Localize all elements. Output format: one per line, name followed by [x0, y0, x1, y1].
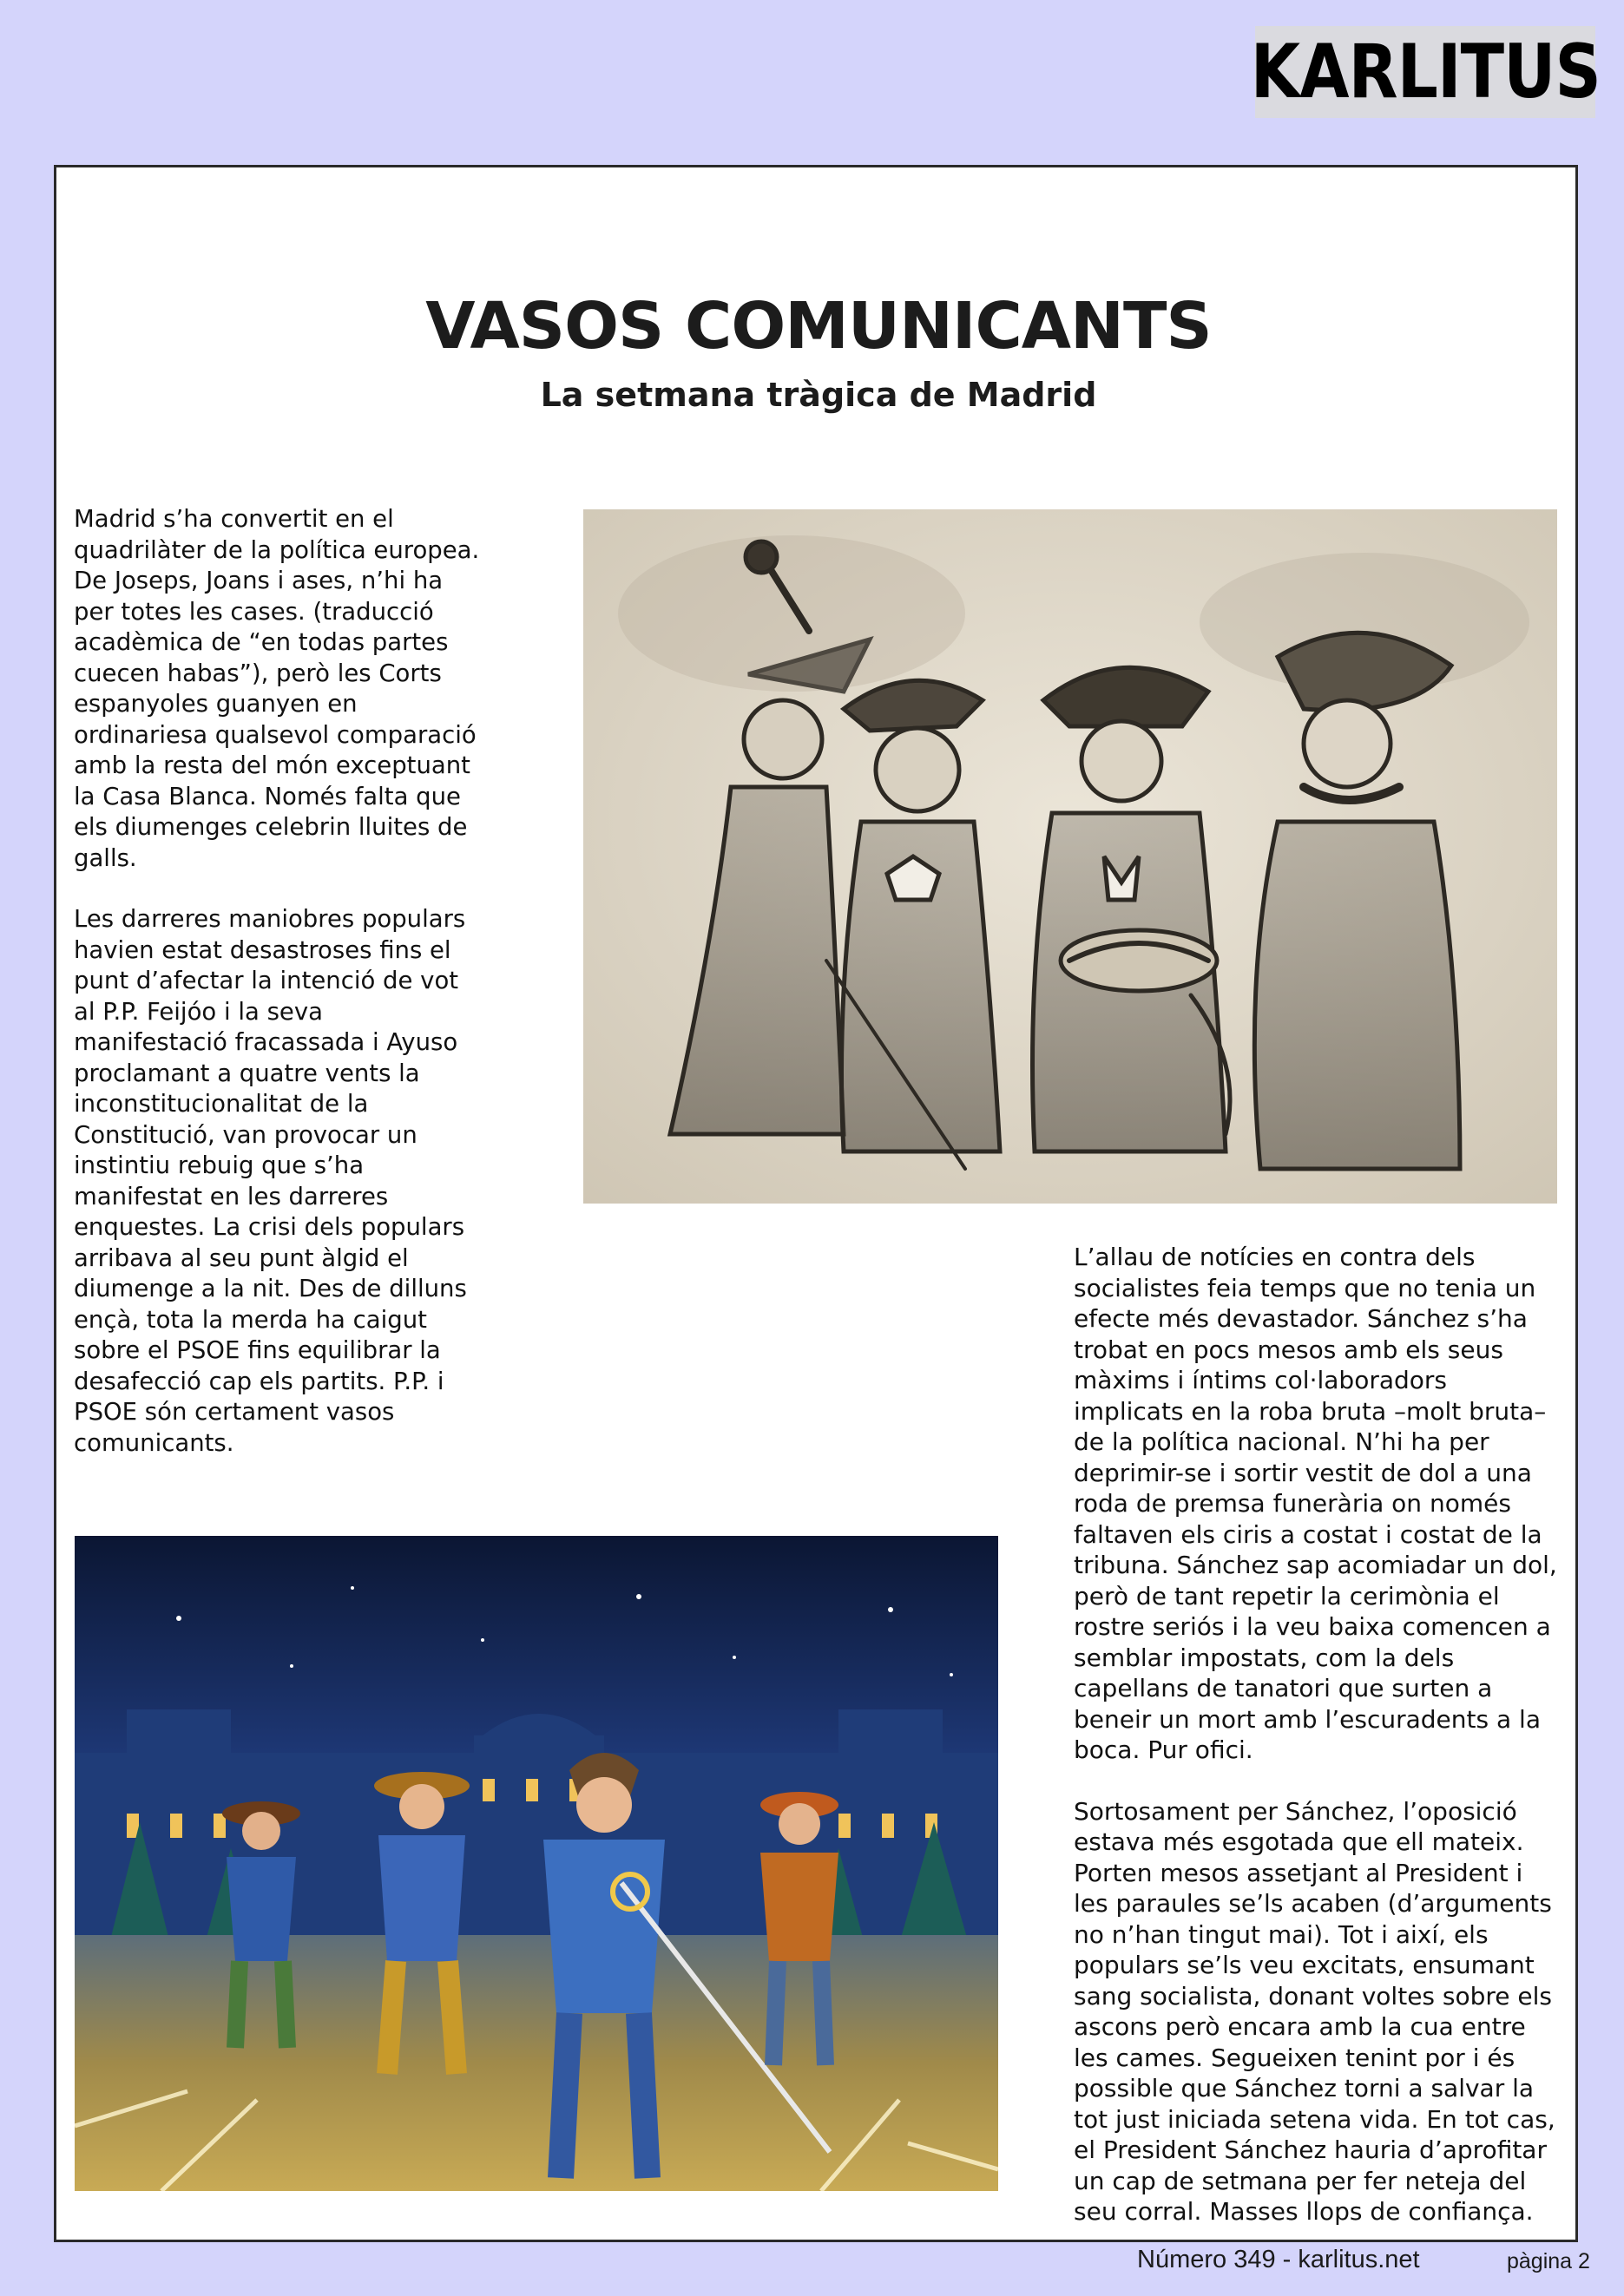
brand-logo [1250, 26, 1601, 118]
footer-issue: Número 349 - karlitus.net [1137, 2246, 1420, 2273]
musketeers-palace-illustration [75, 1536, 998, 2191]
article-column-left [74, 504, 482, 1459]
paragraph: L’allau de notícies en contra dels socialistes feia temps que no tenia un efecte més devastador. Sánchez s’ha trobat en pocs mesos amb els seus màxims i íntims col·laboradors implicats en la roba bruta –molt bruta– de la política nacional. N’hi ha per deprimir-se i sortir vestit de dol a una roda de premsa funerària on només faltaven els ciris a costat i costat de la tribuna. Sánchez sap acomiadar un dol, però de tant repetir la cerimònia el rostre seriós i la veu baixa comencen a semblar impostats, com la dels capellans de tanatori que surten a beneir un mort amb l’escuradents a la boca. Pur ofici. [1074, 1243, 1557, 1764]
article-subtitle: La setmana tràgica de Madrid [540, 376, 1097, 414]
footer-page-number: pàgina 2 [1507, 2249, 1590, 2273]
article-column-right [1074, 1242, 1564, 2227]
musketeers-sketch-illustration [583, 509, 1557, 1204]
paragraph: Madrid s’ha convertit en el quadrilàter de la política europea. De Joseps, Joans i ases, n’hi ha per totes les cases. (traducció acadèmica de “en todas partes cuecen habas”), però les Corts espanyoles guanyen en ordinariesa qualsevol comparació amb la resta del món exceptuant la Casa Blanca. Només falta que els diumenges celebrin lluites de galls. [74, 505, 480, 872]
paragraph: Les darreres maniobres populars havien estat desastroses fins el punt d’afectar la intenció de vot al P.P. Feijóo i la seva manifestació fracassada i Ayuso proclamant a quatre vents la inconstitucionalitat de la Constitució, van provocar un instintiu rebuig que s’ha manifestat en les darreres enquestes. La crisi dels populars arribava al seu punt àlgid el diumenge a la nit. Des de dilluns ençà, tota la merda ha caigut sobre el PSOE fins equilibrar la desafecció cap els partits. P.P. i PSOE són certament vasos comunicants. [74, 905, 467, 1457]
article-page [54, 165, 1578, 2242]
paragraph: Sortosament per Sánchez, l’oposició estava més esgotada que ell mateix. Porten mesos assetjant al President i les paraules se’ls acaben (d’arguments no n’han tingut mai). Tot i així, els populars se’ls veu excitats, ensumant sang socialista, donant voltes sobre els ascons però encara amb la cua entre les cames. Segueixen tenint por i és possible que Sánchez torni a salvar la tot just iniciada setena vida. En tot cas, el President Sánchez hauria d’aprofitar un cap de setmana per fer neteja del seu corral. Masses llops de confiança. [1074, 1796, 1555, 2226]
brand-logo-text: KARLITUS [1250, 29, 1601, 115]
article-title: VASOS COMUNICANTS [425, 289, 1212, 364]
